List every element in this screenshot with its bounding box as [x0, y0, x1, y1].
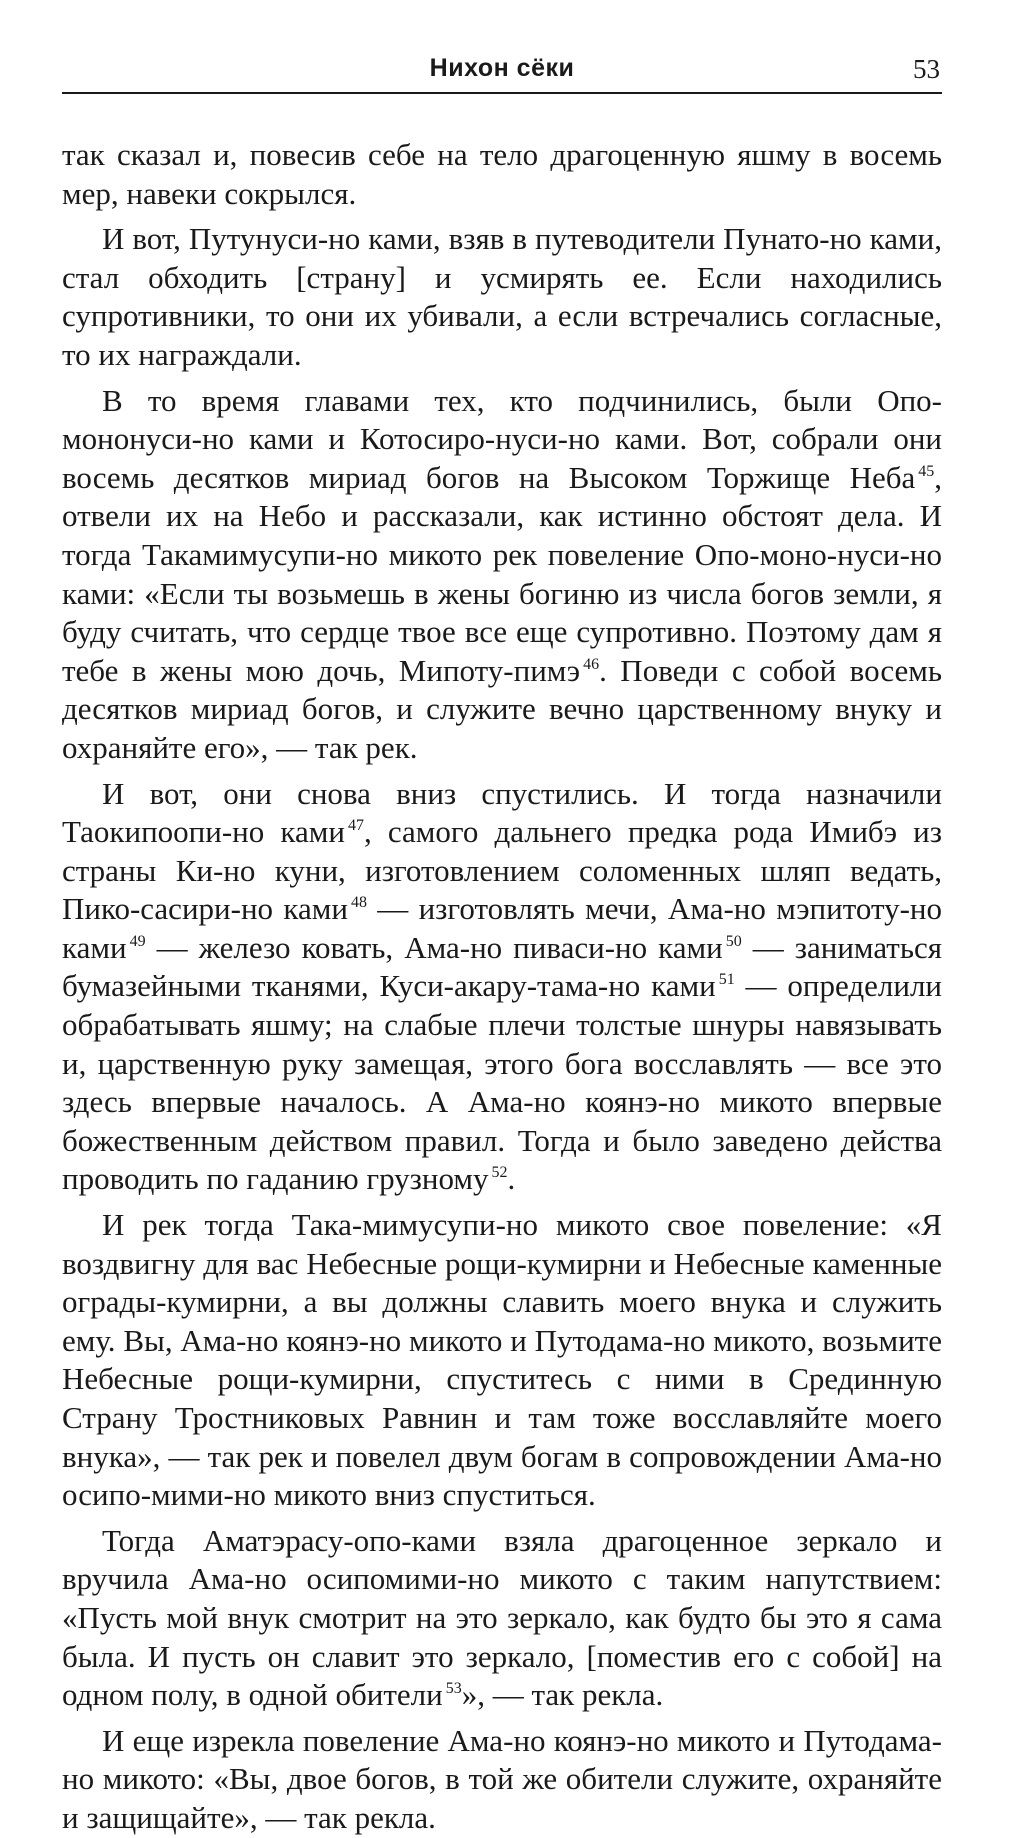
- paragraph-text: .: [507, 1161, 516, 1197]
- paragraph-text: . Поведи с собой восемь десятков мириад богов, и служите вечно царственному внуку и охраняйте его», — так рек.: [62, 652, 942, 765]
- paragraph: [62, 1206, 942, 1515]
- paragraph: [62, 775, 942, 1200]
- footnote-ref: 46: [583, 655, 600, 673]
- paragraph-text: В то время главами тех, кто подчинились, были Опо-мононуси-но ками и Котосиро-нуси-но ками. Вот, собрали они восемь десятков мириад богов на Высоком Торжище Неба: [62, 382, 942, 495]
- paragraph-text: И вот, они снова вниз спустились. И тогда назначили Таокипоопи-но ками: [62, 775, 942, 850]
- paragraph: [62, 220, 942, 374]
- paragraph-text: , отвели их на Небо и рассказали, как истинно обстоят дела. И тогда Такамимусупи-но микото рек повеление Опо-моно-нуси-но ками: «Если ты возьмешь в жены богиню из числа богов земли, я буду считать, что сердце твое все еще супротивно. Поэтому дам я тебе в жены мою дочь, Мипоту-пимэ: [62, 459, 942, 688]
- footnote-ref: 51: [718, 971, 735, 989]
- body-text: [62, 136, 942, 1838]
- paragraph-text: И еще изрекла повеление Ама-но коянэ-но микото и Путодама-но микото: «Вы, двое богов, в той же обители служите, охраняйте и защищайте», — так рекла.: [62, 1722, 942, 1835]
- footnote-ref: 52: [491, 1164, 508, 1182]
- paragraph-text: — определили обрабатывать яшму; на слабые плечи толстые шнуры навязывать и, царственную руку замещая, этого бога восславлять — все это здесь впервые началось. А Ама-но коянэ-но микото впервые божественным действом правил. Тогда и было заведено действа проводить по гаданию грузному: [62, 968, 943, 1197]
- footnote-ref: 53: [445, 1680, 462, 1698]
- paragraph-text: И вот, Путунуси-но ками, взяв в путеводители Пунато-но ками, стал обходить [страну] и усмирять ее. Если находились супротивники, то они их убивали, а если встречались согласные, то их награждали.: [62, 221, 942, 372]
- footnote-ref: 49: [129, 932, 146, 950]
- footnote-ref: 50: [725, 932, 742, 950]
- paragraph-text: Тогда Аматэрасу-опо-ками взяла драгоценное зеркало и вручила Ама-но осипомими-но микото с таким напутствием: «Пусть мой внук смотрит на это зеркало, как будто бы это я сама была. И пусть он славит это зеркало, [поместив его с собой] на одном полу, в одной обители: [62, 1522, 942, 1713]
- running-head: [62, 48, 942, 94]
- paragraph-text: так сказал и, повесив себе на тело драгоценную яшму в восемь мер, навеки сокрылся.: [62, 137, 942, 211]
- footnote-ref: 48: [350, 894, 367, 912]
- running-title: Нихон сёки: [429, 54, 575, 82]
- book-page: [62, 48, 942, 1838]
- paragraph-text: — изготовлять мечи, Ама-но мэпитоту-но ками: [62, 891, 942, 965]
- paragraph: [62, 382, 942, 768]
- paragraph-text: », — так рекла.: [461, 1677, 664, 1713]
- paragraph: [62, 136, 942, 213]
- page-number: 53: [913, 54, 940, 84]
- footnote-ref: 47: [347, 817, 364, 835]
- paragraph-text: , самого дальнего предка рода Имибэ из страны Ки-но куни, изготовлением соломенных шляп ведать, Пико-сасири-но ками: [62, 814, 942, 927]
- paragraph-text: — железо ковать, Ама-но пиваси-но ками: [145, 929, 723, 965]
- footnote-ref: 45: [918, 462, 935, 480]
- paragraph: [62, 1722, 942, 1838]
- paragraph-text: И рек тогда Така-мимусупи-но микото свое повеление: «Я воздвигну для вас Небесные рощи-кумирни и Небесные каменные ограды-кумирни, а вы должны славить моего внука и служить ему. Вы, Ама-но коянэ-но микото и Путодама-но микото, возьмите Небесные рощи-кумирни, спуститесь с ними в Срединную Страну Тростниковых Равнин и там тоже восславляйте моего внука», — так рек и повелел двум богам в сопровождении Ама-но осипо-мими-но микото вниз спуститься.: [62, 1207, 942, 1513]
- paragraph: [62, 1522, 942, 1715]
- paragraph-text: — заниматься бумазейными тканями, Куси-акару-тама-но ками: [62, 929, 942, 1004]
